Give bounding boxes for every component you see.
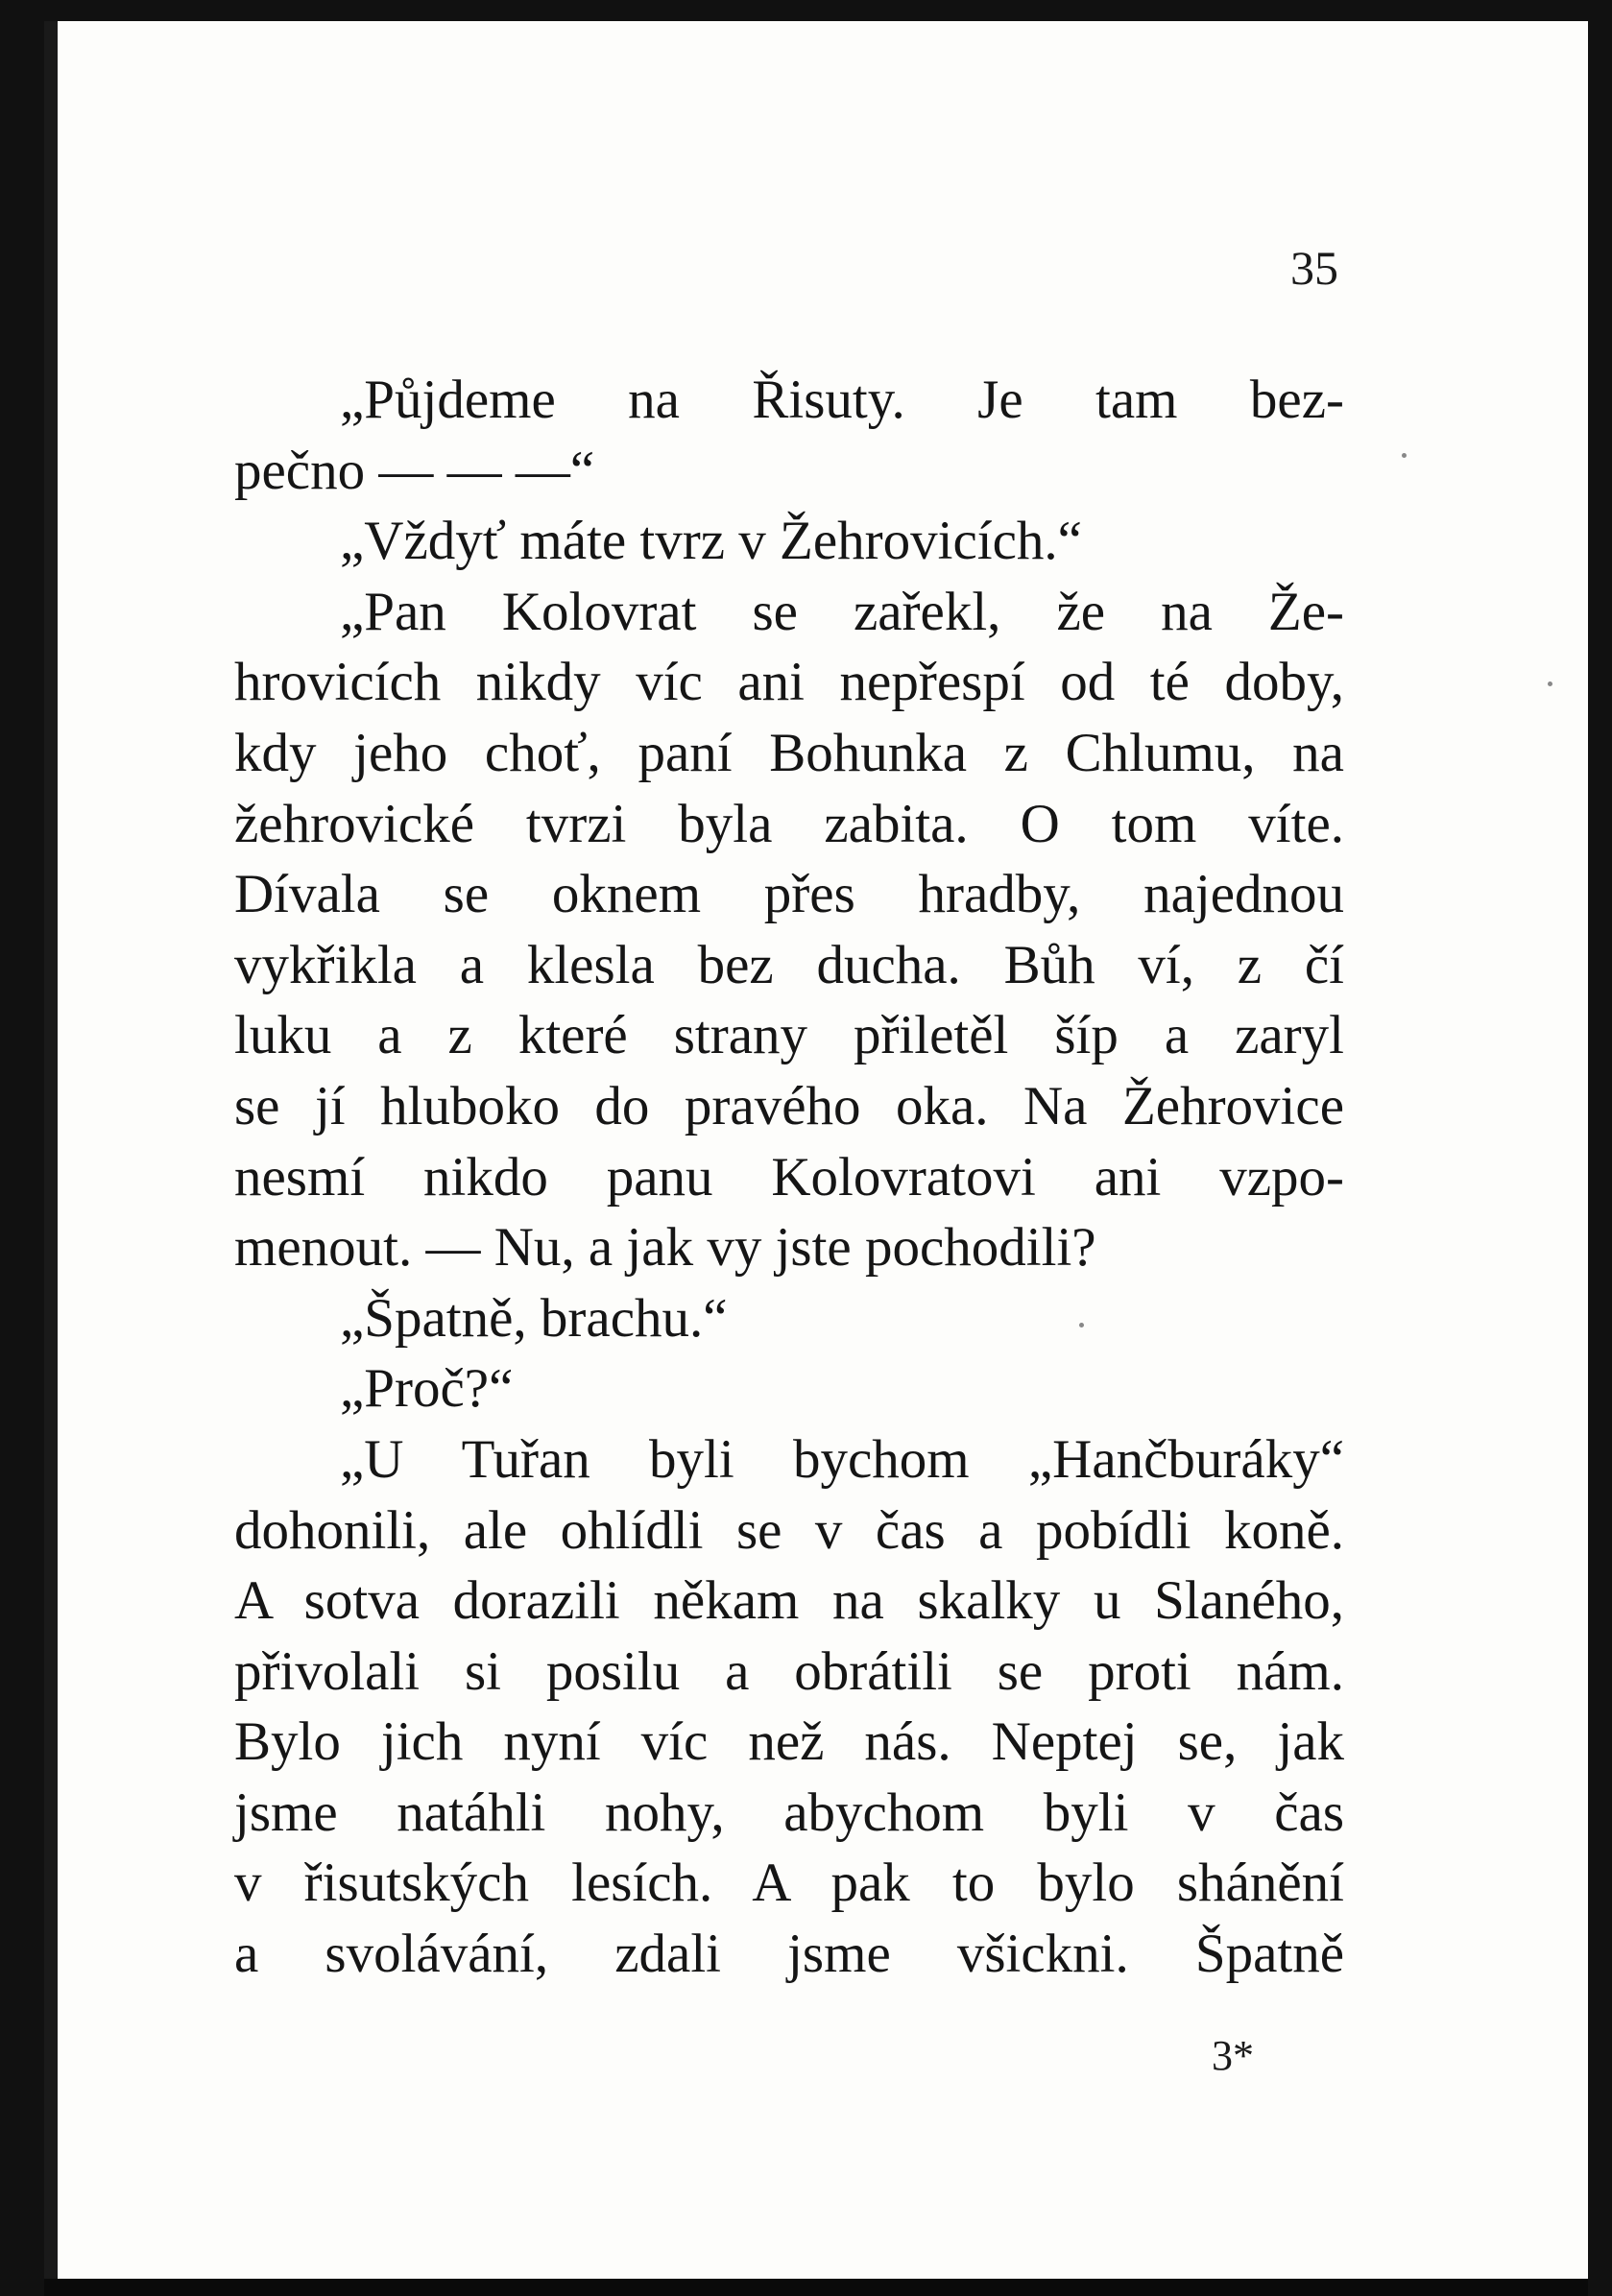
text-line: vykřikla a klesla bez ducha. Bůh ví, z čí — [234, 934, 1344, 995]
paragraph-2 — [234, 506, 1344, 577]
paragraph-4 — [234, 1283, 1344, 1354]
text-line: Dívala se oknem přes hradby, najednou — [234, 864, 1344, 925]
scan-speck — [1548, 682, 1552, 686]
text-line: „Vždyť máte tvrz v Žehrovicích.“ — [340, 511, 1082, 572]
scan-speck — [1079, 1323, 1084, 1327]
paragraph-1 — [234, 365, 1344, 506]
text-line: nesmí nikdo panu Kolovratovi ani vzpo- — [234, 1146, 1344, 1208]
text-line: jsme natáhli nohy, abychom byli v čas — [234, 1782, 1344, 1843]
text-line: menout. — Nu, a jak vy jste pochodili? — [234, 1217, 1096, 1279]
scan-border-top — [0, 0, 1612, 21]
text-line: přivolali si posilu a obrátili se proti nám. — [234, 1640, 1344, 1702]
page-number: 35 — [1290, 241, 1338, 295]
text-line: hrovicích nikdy víc ani nepřespí od té doby, — [234, 652, 1344, 713]
text-line: a svolávání, zdali jsme všickni. Špatně — [234, 1924, 1344, 1985]
paragraph-6 — [234, 1424, 1344, 1990]
text-line: „Špatně, brachu.“ — [340, 1287, 728, 1349]
text-line: pečno — — —“ — [234, 440, 595, 501]
paragraph-3 — [234, 577, 1344, 1283]
scan-speck — [1402, 453, 1407, 458]
text-line: A sotva dorazili někam na skalky u Slaného, — [234, 1570, 1344, 1632]
text-line: dohonili, ale ohlídli se v čas a pobídli koně. — [234, 1499, 1344, 1561]
text-line: Bylo jich nyní víc než nás. Neptej se, jak — [234, 1711, 1344, 1773]
text-line: „Pan Kolovrat se zařekl, že na Že- — [340, 581, 1344, 642]
text-line: „Proč?“ — [340, 1358, 514, 1420]
paragraph-5 — [234, 1353, 1344, 1424]
text-line: kdy jeho choť, paní Bohunka z Chlumu, na — [234, 722, 1344, 783]
text-line: „Půjdeme na Řisuty. Je tam bez- — [340, 370, 1344, 430]
text-line: luku a z které strany přiletěl šíp a zaryl — [234, 1005, 1344, 1066]
text-line: v řisutských lesích. A pak to bylo shánění — [234, 1853, 1344, 1914]
text-line: se jí hluboko do pravého oka. Na Žehrovice — [234, 1075, 1344, 1136]
body-text — [234, 365, 1344, 1990]
printer-signature: 3* — [1212, 2032, 1254, 2079]
scan-border-left — [0, 0, 44, 2296]
text-line: žehrovické tvrzi byla zabita. O tom víte. — [234, 793, 1344, 854]
scan-border-right — [1588, 0, 1612, 2296]
text-line: „U Tuřan byli bychom „Hančburáky“ — [340, 1428, 1344, 1490]
